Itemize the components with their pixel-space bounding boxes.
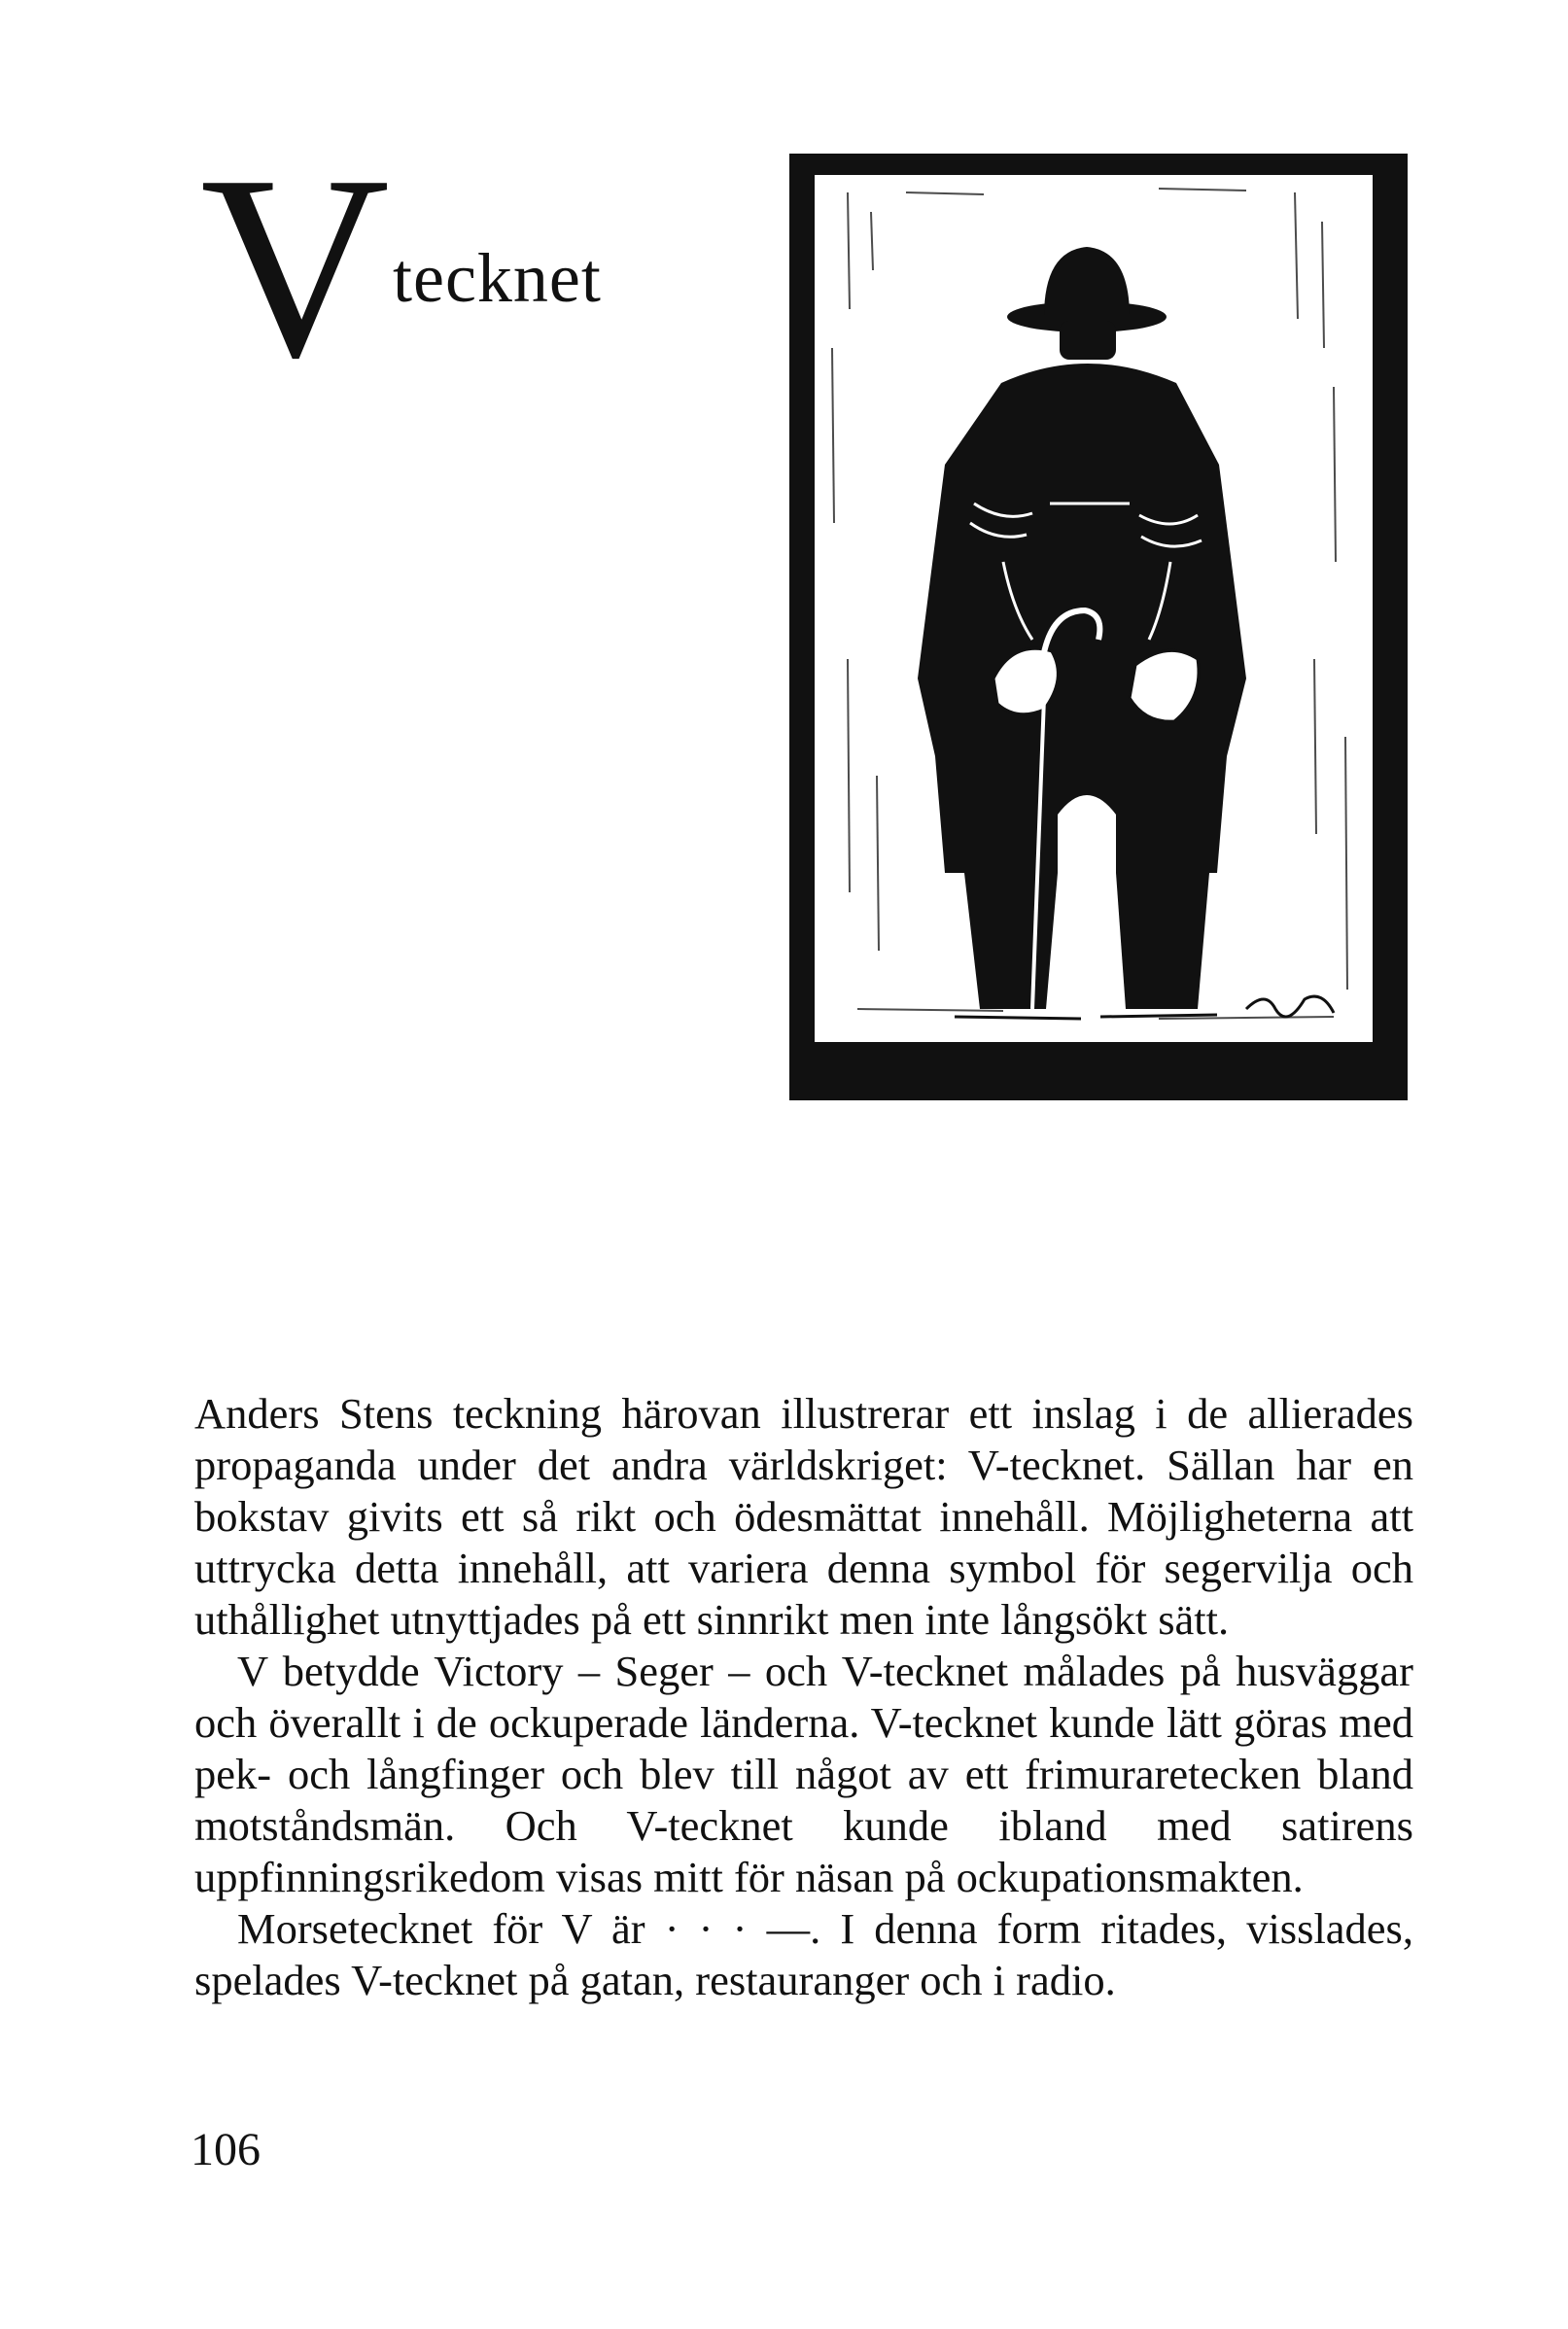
woodcut-image [789,154,1408,1100]
body-text [194,1388,1413,2006]
woodcut-illustration [789,154,1408,1100]
page-number: 106 [191,2124,261,2175]
paragraph-1: Anders Stens teckning härovan illustrerar ett inslag i de allierades propaganda under det andra världskriget: V-tecknet. Sällan har en bokstav givits ett så rikt och ödesmättat innehåll. Möjligheterna att uttrycka detta innehåll, att variera denna symbol för segervilja och uthållighet utnyttjades på ett sinnrikt men inte långsökt sätt. [194,1389,1413,1644]
paragraph-3: Morsetecknet för V är · · · —. I denna form ritades, visslades, spelades V-tecknet på gatan, restauranger och i radio. [194,1904,1413,2004]
title-word: tecknet [393,239,602,317]
paragraph-2: V betydde Victory – Seger – och V-tecknet målades på husväggar och överallt i de ockuperade länderna. V-tecknet kunde lätt göras med pek- och långfinger och blev till något av ett frimuraretecken bland motståndsmän. Och V-tecknet kunde ibland med satirens uppfinningsrikedom visas mitt för näsan på ockupationsmakten. [194,1647,1413,1901]
title-initial-letter: V [200,122,386,412]
